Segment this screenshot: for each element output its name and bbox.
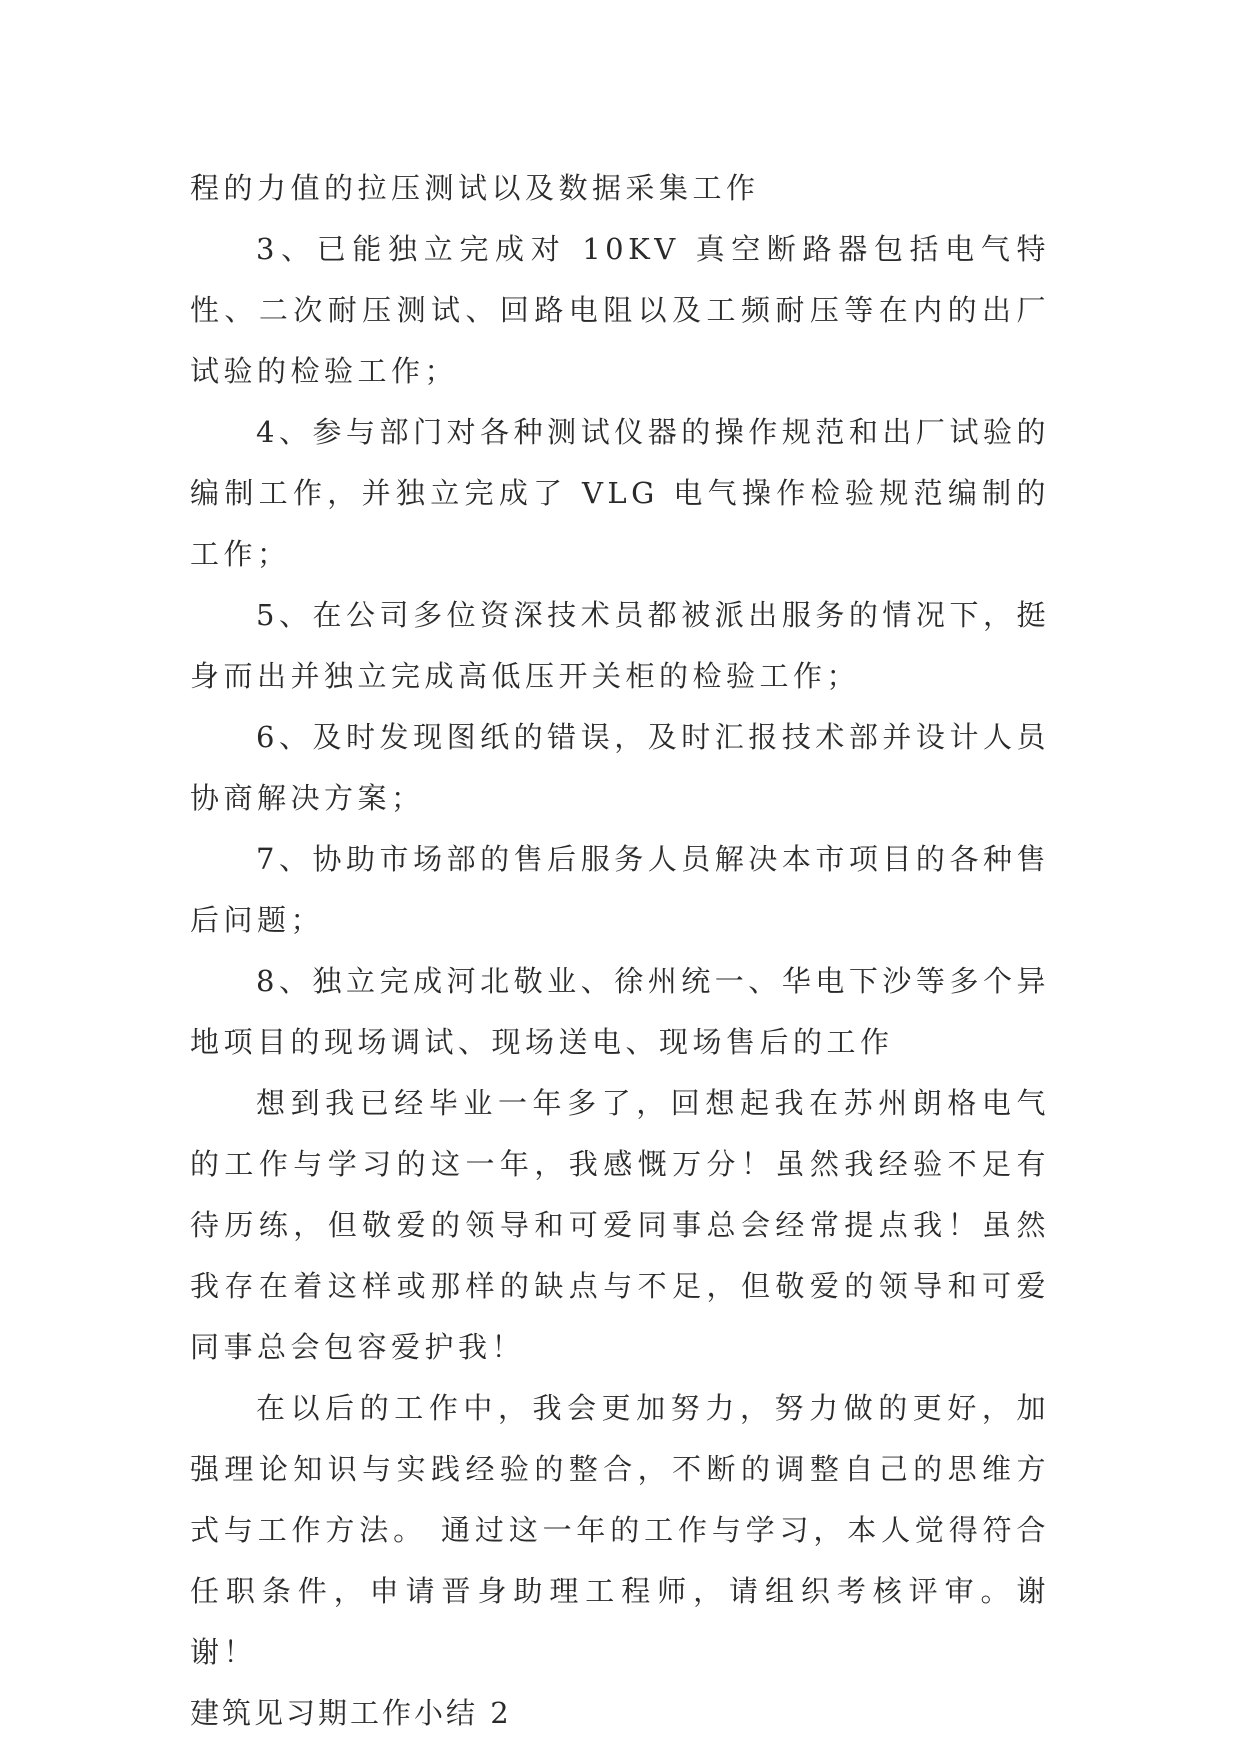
paragraph-item-8: 8、独立完成河北敬业、徐州统一、华电下沙等多个异地项目的现场调试、现场送电、现场售后的工作 [190,964,1050,1059]
paragraph-reflection: 想到我已经毕业一年多了，回想起我在苏州朗格电气的工作与学习的这一年，我感慨万分！虽然我经验不足有待历练，但敬爱的领导和可爱同事总会经常提点我！虽然我存在着这样或那样的缺点与不足，但敬爱的领导和可爱同事总会包容爱护我！ [190,1086,1050,1364]
paragraph-item-5: 5、在公司多位资深技术员都被派出服务的情况下，挺身而出并独立完成高低压开关柜的检验工作； [190,598,1050,693]
paragraph-item-6: 6、及时发现图纸的错误，及时汇报技术部并设计人员协商解决方案； [190,720,1050,815]
document-body [190,158,1050,1744]
paragraph-item-7: 7、协助市场部的售后服务人员解决本市项目的各种售后问题； [190,842,1050,937]
paragraph-conclusion: 在以后的工作中，我会更加努力，努力做的更好，加强理论知识与实践经验的整合，不断的调整自己的思维方式与工作方法。 通过这一年的工作与学习，本人觉得符合任职条件，申请晋身助理工程师，请组织考核评审。谢谢！ [190,1391,1050,1669]
paragraph-continuation: 程的力值的拉压测试以及数据采集工作 [190,171,760,205]
section-heading: 建筑见习期工作小结 2 [190,1696,512,1730]
paragraph-item-4: 4、参与部门对各种测试仪器的操作规范和出厂试验的编制工作，并独立完成了 VLG 电气操作检验规范编制的工作； [190,415,1050,571]
paragraph-item-3: 3、已能独立完成对 10KV 真空断路器包括电气特性、二次耐压测试、回路电阻以及工频耐压等在内的出厂试验的检验工作； [190,232,1050,388]
